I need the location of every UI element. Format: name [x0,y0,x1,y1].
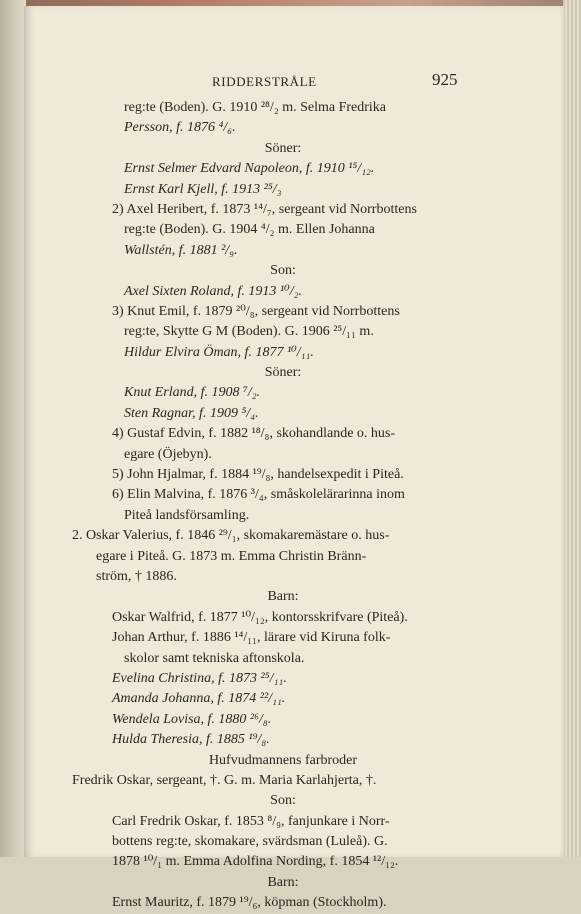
text-line: Barn: [267,874,299,890]
text-line: egare (Öjebyn). [124,446,212,462]
text-line: Barn: [267,589,299,605]
text-line: 6) Elin Malvina, f. 1876 ³/₄, småskolelärarinna inom [112,487,405,503]
text-line: Axel Sixten Roland, f. 1913 ¹⁰/₂. [124,283,302,299]
text-line: Ernst Karl Kjell, f. 1913 ²⁵/₃ [124,181,282,197]
text-line: reg:te (Boden). G. 1910 ²⁸/₂ m. Selma Fredrika [124,100,387,115]
text-line: Evelina Christina, f. 1873 ²⁵/₁₁. [112,670,287,686]
text-line: Hufvudmannens farbroder [208,752,358,768]
running-head: RIDDERSTRÅLE [212,74,317,89]
page-header [24,70,564,90]
text-line: Ernst Mauritz, f. 1879 ¹⁹/₆, köpman (Stockholm). [112,895,387,911]
text-line: 5) John Hjalmar, f. 1884 ¹⁹/₈, handelsexpedit i Piteå. [112,467,404,483]
page-number: 925 [432,70,458,89]
text-line: egare i Piteå. G. 1873 m. Emma Christin Bränn- [96,548,367,564]
text-line: 4) Gustaf Edvin, f. 1882 ¹⁸/₈, skohandlande o. hus- [112,426,396,442]
text-line: Son: [270,263,296,279]
text-line: Johan Arthur, f. 1886 ¹⁴/₁₁, lärare vid Kiruna folk- [112,630,391,646]
text-line: Wendela Lovisa, f. 1880 ²⁶/₈. [112,711,272,727]
page-text [68,98,498,914]
text-line: Söner: [264,365,302,381]
text-line: Knut Erland, f. 1908 ⁷/₂. [124,385,261,401]
text-line: Persson, f. 1876 ⁴/₆. [124,120,236,136]
text-line: reg:te (Boden). G. 1904 ⁴/₂ m. Ellen Johanna [124,222,375,238]
page-stack-edge [563,0,581,857]
text-line: Hulda Theresia, f. 1885 ¹⁹/₈. [112,732,270,748]
text-line: Sten Ragnar, f. 1909 ⁵/₄. [124,405,259,421]
text-line: reg:te, Skytte G M (Boden). G. 1906 ²⁵/₁₁ m. [124,324,374,340]
text-line: Oskar Walfrid, f. 1877 ¹⁰/₁₂, kontorsskrifvare (Piteå). [112,609,408,625]
text-line: Son: [270,793,296,809]
text-line: Söner: [264,140,302,156]
text-line: 2. Oskar Valerius, f. 1846 ²⁹/₁, skomakaremästare o. hus- [72,528,390,544]
text-line: Wallstén, f. 1881 ²/₉. [124,242,238,258]
text-line: Carl Fredrik Oskar, f. 1853 ⁸/₉, fanjunkare i Norr- [112,813,390,829]
text-line: Amanda Johanna, f. 1874 ²²/₁₁. [112,691,286,707]
text-line: bottens reg:te, skomakare, svärdsman (Luleå). G. [112,834,388,850]
text-line: Ernst Selmer Edvard Napoleon, f. 1910 ¹⁵/₁₂. [124,161,375,177]
text-line: Hildur Elvira Öman, f. 1877 ¹⁰/₁₁. [124,344,314,360]
text-line: ström, † 1886. [96,568,177,584]
book-page [24,6,564,911]
book-spine [0,0,26,857]
text-line: skolor samt tekniska aftonskola. [124,650,305,666]
text-line: Piteå landsförsamling. [124,507,250,523]
text-line: Fredrik Oskar, sergeant, †. G. m. Maria Karlahjerta, †. [72,772,377,788]
text-line: 1878 ¹⁰/₁ m. Emma Adolfina Nording, f. 1854 ¹²/₁₂. [112,854,399,870]
text-line: 2) Axel Heribert, f. 1873 ¹⁴/₇, sergeant vid Norrbottens [112,201,417,217]
text-line: 3) Knut Emil, f. 1879 ²⁰/₈, sergeant vid Norrbottens [112,303,400,319]
